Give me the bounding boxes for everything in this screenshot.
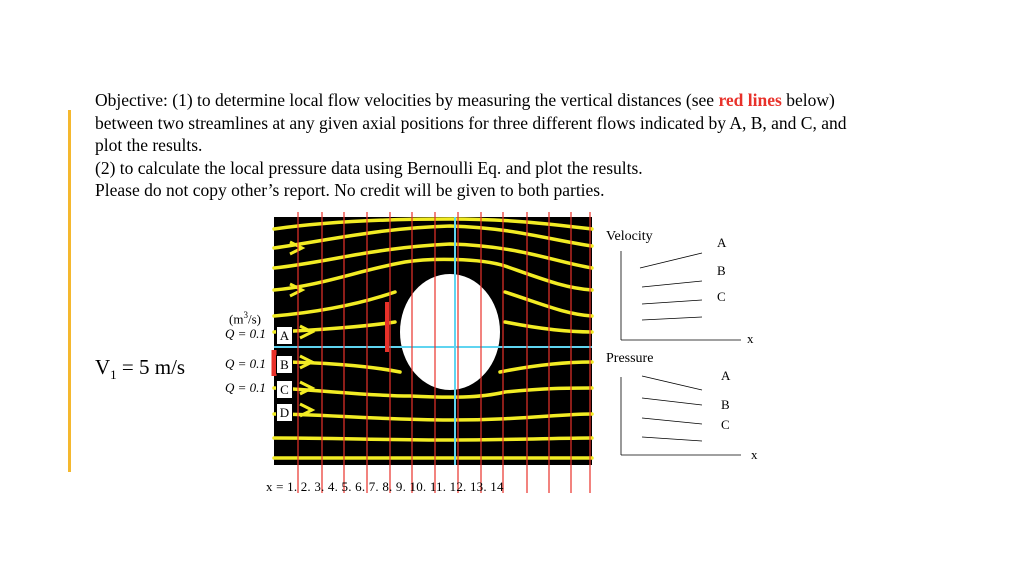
velocity-line-d — [642, 317, 702, 320]
pressure-line-d — [642, 437, 702, 441]
flow-letter-b: B — [276, 355, 293, 374]
units-pre: (m — [229, 311, 244, 327]
x-axis-positions: x = 1. 2. 3. 4. 5. 6. 7. 8. 9. 10. 11. 12. 13. 14 — [266, 479, 504, 494]
pressure-line-a — [642, 376, 702, 390]
v-subscript: 1 — [110, 367, 117, 383]
pressure-letter-b: B — [721, 397, 730, 412]
objective-line-4: (2) to calculate the local pressure data using Bernoulli Eq. and plot the results. — [95, 157, 643, 178]
pressure-x-label: x — [751, 447, 758, 462]
flow-c-q-label: Q = 0.1 — [225, 380, 266, 395]
pressure-letter-c: C — [721, 417, 730, 432]
pressure-panel-axes — [621, 376, 741, 455]
v-value: = 5 m/s — [116, 355, 186, 379]
objective-line-1-start: Objective: (1) to determine local flow velocities by measuring the vertical distances (see — [95, 90, 719, 110]
flow-letter-d: D — [276, 403, 293, 422]
velocity-letter-a: A — [717, 235, 727, 250]
velocity-panel-title: Velocity — [606, 229, 653, 244]
velocity-line-a — [640, 253, 702, 268]
flow-a-q-label: Q = 0.1 — [225, 326, 266, 341]
pressure-line-b — [642, 398, 702, 405]
objective-line-5: Please do not copy other’s report. No credit will be given to both parties. — [95, 180, 605, 200]
pressure-panel-title: Pressure — [606, 351, 654, 366]
cylinder — [400, 274, 500, 390]
v-symbol: V — [95, 355, 111, 379]
objective-line-3: plot the results. — [95, 135, 203, 155]
units-sup: 3 — [243, 310, 248, 320]
objective-line-2: between two streamlines at any given axial positions for three different flows indicated by A, B, and C, and — [95, 112, 847, 133]
pressure-line-c — [642, 418, 702, 424]
velocity-line-c — [642, 300, 702, 304]
velocity-line-b — [642, 281, 702, 287]
red-lines-highlight: red lines — [718, 90, 782, 110]
pressure-letter-a: A — [721, 368, 731, 383]
velocity-letter-b: B — [717, 263, 726, 278]
units-post: /s) — [247, 311, 261, 327]
velocity-x-label: x — [747, 331, 754, 346]
objective-line-1-end: below) — [781, 90, 835, 110]
flow-letter-a: A — [276, 326, 293, 345]
flow-letter-c: C — [276, 380, 293, 399]
flow-b-q-label: Q = 0.1 — [225, 356, 266, 371]
velocity-letter-c: C — [717, 289, 726, 304]
